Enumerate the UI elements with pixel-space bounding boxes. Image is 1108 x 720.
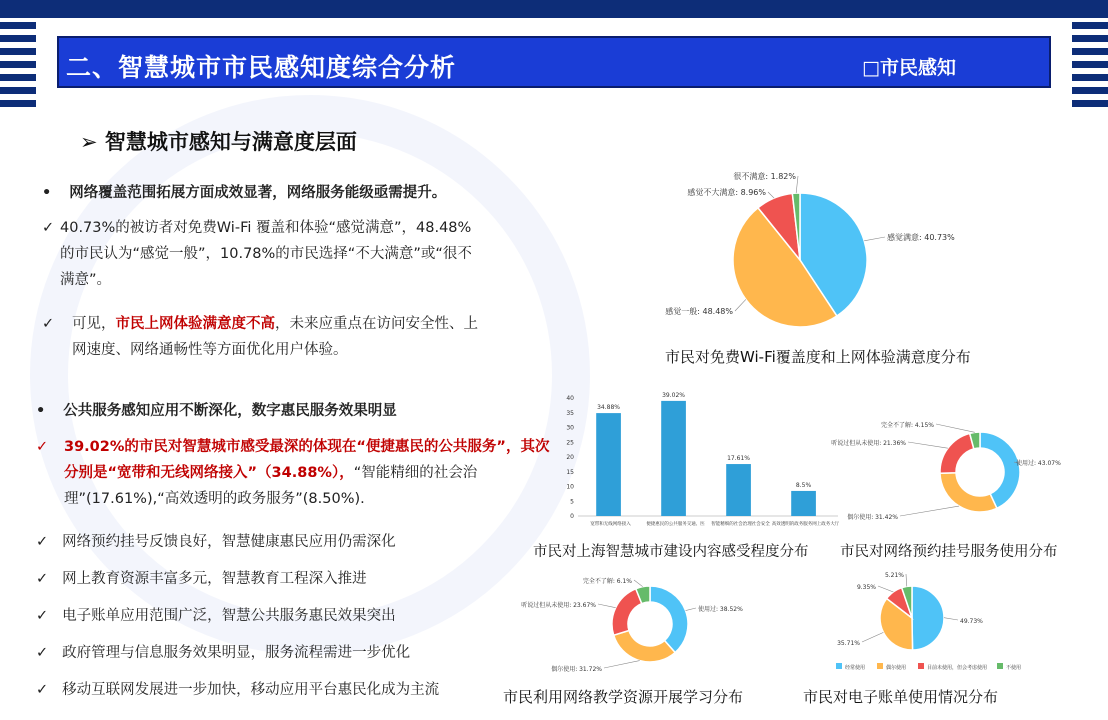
slice-label: 听说过但从未使用: 21.36%	[831, 440, 906, 447]
wifi-chart-caption: 市民对免费Wi-Fi覆盖度和上网体验满意度分布	[665, 348, 971, 366]
leader-line	[735, 299, 746, 311]
y-tick-label: 10	[566, 483, 574, 491]
bar-chart	[560, 388, 842, 530]
check-icon: ✓	[36, 571, 49, 587]
bullet-network: • 网络覆盖范围拓展方面成效显著，网络服务能级亟需提升。	[42, 185, 447, 201]
slice-label: 使用过: 43.07%	[1016, 460, 1061, 467]
education-chart-caption: 市民利用网络教学资源开展学习分布	[503, 688, 744, 706]
leader-line	[908, 442, 948, 448]
education-donut-chart	[521, 570, 750, 674]
legend-swatch	[877, 663, 883, 669]
list-item: ✓ 移动互联网发展进一步加快，移动应用平台惠民化成为主流	[36, 682, 440, 698]
left-stripes	[0, 22, 36, 113]
check-icon: ✓	[42, 220, 55, 236]
bar-value-label: 34.88%	[597, 404, 620, 412]
pie-slice-1	[650, 586, 688, 653]
right-stripes	[1072, 22, 1108, 113]
page-title: 二、智慧城市市民感知度综合分析	[66, 53, 457, 82]
legend-label: 偶尔使用	[886, 665, 907, 671]
bullet-dot-icon: •	[42, 185, 52, 201]
slice-label: 完全不了解: 6.1%	[582, 578, 632, 585]
registration-chart-caption: 市民对网络预约挂号服务使用分布	[840, 544, 1058, 560]
sub-list	[36, 529, 439, 714]
bar-chart-caption: 市民对上海智慧城市建设内容感受程度分布	[533, 544, 809, 560]
leader-line	[604, 661, 640, 668]
bill-chart-caption: 市民对电子账单使用情况分布	[803, 688, 999, 706]
bar-value-label: 39.02%	[662, 391, 685, 399]
leader-line	[768, 192, 774, 198]
legend-label: 经常使用	[845, 665, 866, 671]
y-tick-label: 30	[566, 424, 574, 432]
slice-label: 49.73%	[960, 618, 983, 625]
leader-line	[900, 506, 959, 516]
x-tick-label: 智能精细的社会治理社会安全	[711, 522, 770, 527]
list-item: ✓ 网上教育资源丰富多元，智慧教育工程深入推进	[36, 571, 367, 587]
pie-slice-2	[614, 630, 675, 662]
wifi-conclusion: 可见，市民上网体验满意度不高，未来应重点在访问安全性、上网速度、网络通畅性等方面优化用户体验。	[72, 316, 478, 358]
public-service-stat: 39.02%的市民对智慧城市感受最深的体现在“便捷惠民的公共服务”，其次分别是“宽带和无线网络接入”（34.88%），“智能精细的社会治理”(17.61%),“高效透明的政务服务”(8.50%).	[64, 439, 550, 507]
check-icon: ✓	[42, 316, 55, 332]
leader-line	[634, 580, 643, 587]
check-icon: ✓	[36, 645, 49, 661]
leader-line	[686, 608, 696, 611]
y-tick-label: 25	[566, 439, 574, 447]
bullet-dot-icon: •	[36, 403, 46, 419]
y-tick-label: 15	[566, 468, 574, 476]
slice-label: 偶尔使用: 31.72%	[551, 666, 602, 673]
leader-line	[878, 586, 893, 592]
list-item: ✓ 网络预约挂号反馈良好，智慧健康惠民应用仍需深化	[36, 534, 396, 550]
slice-label: 使用过: 38.52%	[698, 606, 743, 613]
leader-line	[936, 424, 975, 432]
pie-slice-2	[940, 473, 997, 512]
section-tag: □市民感知	[862, 57, 956, 79]
pie-slice-3	[940, 433, 974, 473]
leader-line	[864, 237, 885, 241]
leader-line	[862, 632, 883, 642]
slice-label: 感觉一般: 48.48%	[665, 307, 733, 316]
y-tick-label: 0	[570, 513, 574, 520]
pie-slice-1	[912, 586, 944, 650]
slice-label: 完全不了解: 4.15%	[881, 422, 934, 429]
y-tick-label: 5	[570, 498, 574, 506]
slice-label: 35.71%	[837, 640, 860, 647]
check-icon: ✓	[36, 608, 49, 624]
bill-pie-chart	[830, 566, 1022, 674]
legend-swatch	[918, 663, 924, 669]
leader-line	[796, 176, 798, 193]
x-tick-label: 高效透明的政务服务网上政务大厅	[771, 522, 840, 527]
bar-3	[726, 464, 751, 516]
pie-slice-3	[612, 589, 642, 635]
list-item: ✓ 政府管理与信息服务效果明显，服务流程需进一步优化	[36, 645, 411, 661]
arrow-icon: ➢	[80, 130, 98, 154]
slice-label: 很不满意: 1.82%	[733, 172, 796, 181]
check-icon: ✓	[36, 439, 49, 455]
bar-4	[791, 491, 816, 516]
slice-label: 感觉不大满意: 8.96%	[687, 188, 766, 197]
y-tick-label: 40	[566, 395, 574, 402]
x-tick-label: 便捷惠民的公共服务交通、医	[646, 522, 705, 527]
wifi-pie-chart	[640, 165, 955, 335]
slice-label: 9.35%	[856, 584, 876, 591]
section-heading: ➢ 智慧城市感知与满意度层面	[80, 130, 357, 154]
x-tick-label: 宽带和无线网络接入	[590, 522, 631, 527]
check-icon: ✓	[36, 534, 49, 550]
leader-line	[906, 574, 907, 586]
slice-label: 5.21%	[884, 572, 904, 579]
top-bar	[0, 0, 1108, 18]
bullet-public-service: • 公共服务感知应用不断深化，数字惠民服务效果明显	[36, 403, 397, 419]
bar-value-label: 8.5%	[795, 481, 812, 489]
y-tick-label: 35	[566, 409, 574, 417]
legend-label: 目前未使用，但会考虑使用	[927, 665, 988, 671]
check-icon: ✓	[36, 682, 49, 698]
leader-line	[598, 604, 616, 608]
slice-label: 偶尔使用: 31.42%	[847, 514, 898, 521]
bar-value-label: 17.61%	[727, 455, 750, 463]
slice-label: 听说过但从未使用: 23.67%	[521, 602, 596, 609]
y-tick-label: 20	[566, 454, 574, 461]
slice-label: 感觉满意: 40.73%	[887, 233, 955, 242]
bar-1	[596, 413, 621, 516]
bar-2	[661, 401, 686, 516]
legend-swatch	[997, 663, 1003, 669]
registration-donut-chart	[831, 412, 1070, 524]
leader-line	[944, 618, 958, 620]
list-item: ✓ 电子账单应用范围广泛，智慧公共服务惠民效果突出	[36, 608, 396, 624]
legend-label: 不使用	[1006, 665, 1022, 671]
wifi-stat-text: 40.73%的被访者对免费Wi-Fi 覆盖和体验“感觉满意”，48.48%的市民认为“感觉一般”，10.78%的市民选择“不大满意”或“很不满意”。	[60, 220, 472, 288]
legend-swatch	[836, 663, 842, 669]
